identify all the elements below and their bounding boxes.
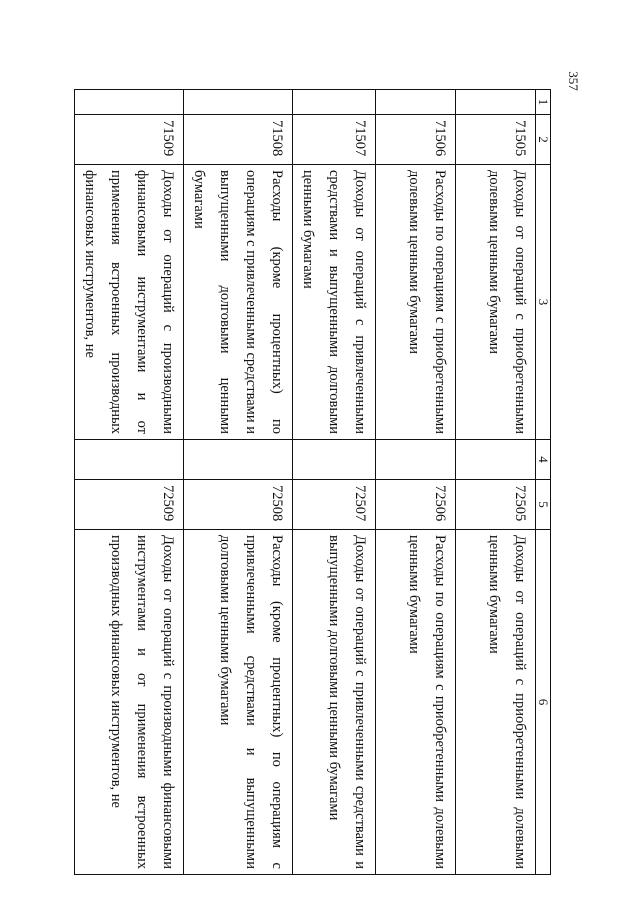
account-description-right: Расходы по операциям с приобретенными долевыми ценными бумагами <box>376 530 456 875</box>
account-code-left: 71506 <box>376 115 456 165</box>
account-description-right: Доходы от операций с привлеченными средствами и выпущенными долговыми ценными бумагами <box>293 530 376 875</box>
account-description-right: Доходы от операций с приобретенными долевыми ценными бумагами <box>456 530 536 875</box>
account-code-left: 71505 <box>456 115 536 165</box>
account-code-right: 72508 <box>184 480 293 530</box>
cell-col-1 <box>376 90 456 115</box>
account-description-right: Расходы (кроме процентных) по операциям с привлеченными средствами и выпущенными долговыми ценными бумагами <box>184 530 293 875</box>
page-number: 357 <box>566 71 581 91</box>
cell-col-1 <box>75 90 184 115</box>
header-col-1: 1 <box>536 90 551 115</box>
header-col-6: 6 <box>536 530 551 875</box>
account-description-left: Расходы по операциям с приобретенными долевыми ценными бумагами <box>376 165 456 440</box>
table-row <box>456 90 536 875</box>
header-col-5: 5 <box>536 480 551 530</box>
cell-col-1 <box>184 90 293 115</box>
table-row <box>376 90 456 875</box>
header-col-4: 4 <box>536 440 551 480</box>
account-description-left: Доходы от операций с приобретенными долевыми ценными бумагами <box>456 165 536 440</box>
account-code-right: 72509 <box>75 480 184 530</box>
cell-col-4 <box>376 440 456 480</box>
account-description-left: Доходы от операций с производными финансовыми инструментами и от применения встроенных производных финансовых инструментов, не <box>75 165 184 440</box>
header-col-3: 3 <box>536 165 551 440</box>
account-description-left: Доходы от операций с привлеченными средствами и выпущенными долговыми ценными бумагами <box>293 165 376 440</box>
header-col-2: 2 <box>536 115 551 165</box>
account-code-left: 71507 <box>293 115 376 165</box>
account-code-left: 71508 <box>184 115 293 165</box>
table-row <box>75 90 184 875</box>
cell-col-4 <box>75 440 184 480</box>
account-description-right: Доходы от операций с производными финансовыми инструментами и от применения встроенных производных финансовых инструментов, не <box>75 530 184 875</box>
rotated-table <box>82 89 551 874</box>
table-container <box>82 89 551 874</box>
table-row <box>293 90 376 875</box>
cell-col-1 <box>456 90 536 115</box>
account-description-left: Расходы (кроме процентных) по операциям с привлеченными средствами и выпущенными долговыми ценными бумагами <box>184 165 293 440</box>
table-row <box>184 90 293 875</box>
accounts-table <box>74 89 551 875</box>
account-code-right: 72506 <box>376 480 456 530</box>
header-row <box>536 90 551 875</box>
cell-col-4 <box>456 440 536 480</box>
account-code-left: 71509 <box>75 115 184 165</box>
account-code-right: 72505 <box>456 480 536 530</box>
cell-col-1 <box>293 90 376 115</box>
cell-col-4 <box>293 440 376 480</box>
cell-col-4 <box>184 440 293 480</box>
account-code-right: 72507 <box>293 480 376 530</box>
